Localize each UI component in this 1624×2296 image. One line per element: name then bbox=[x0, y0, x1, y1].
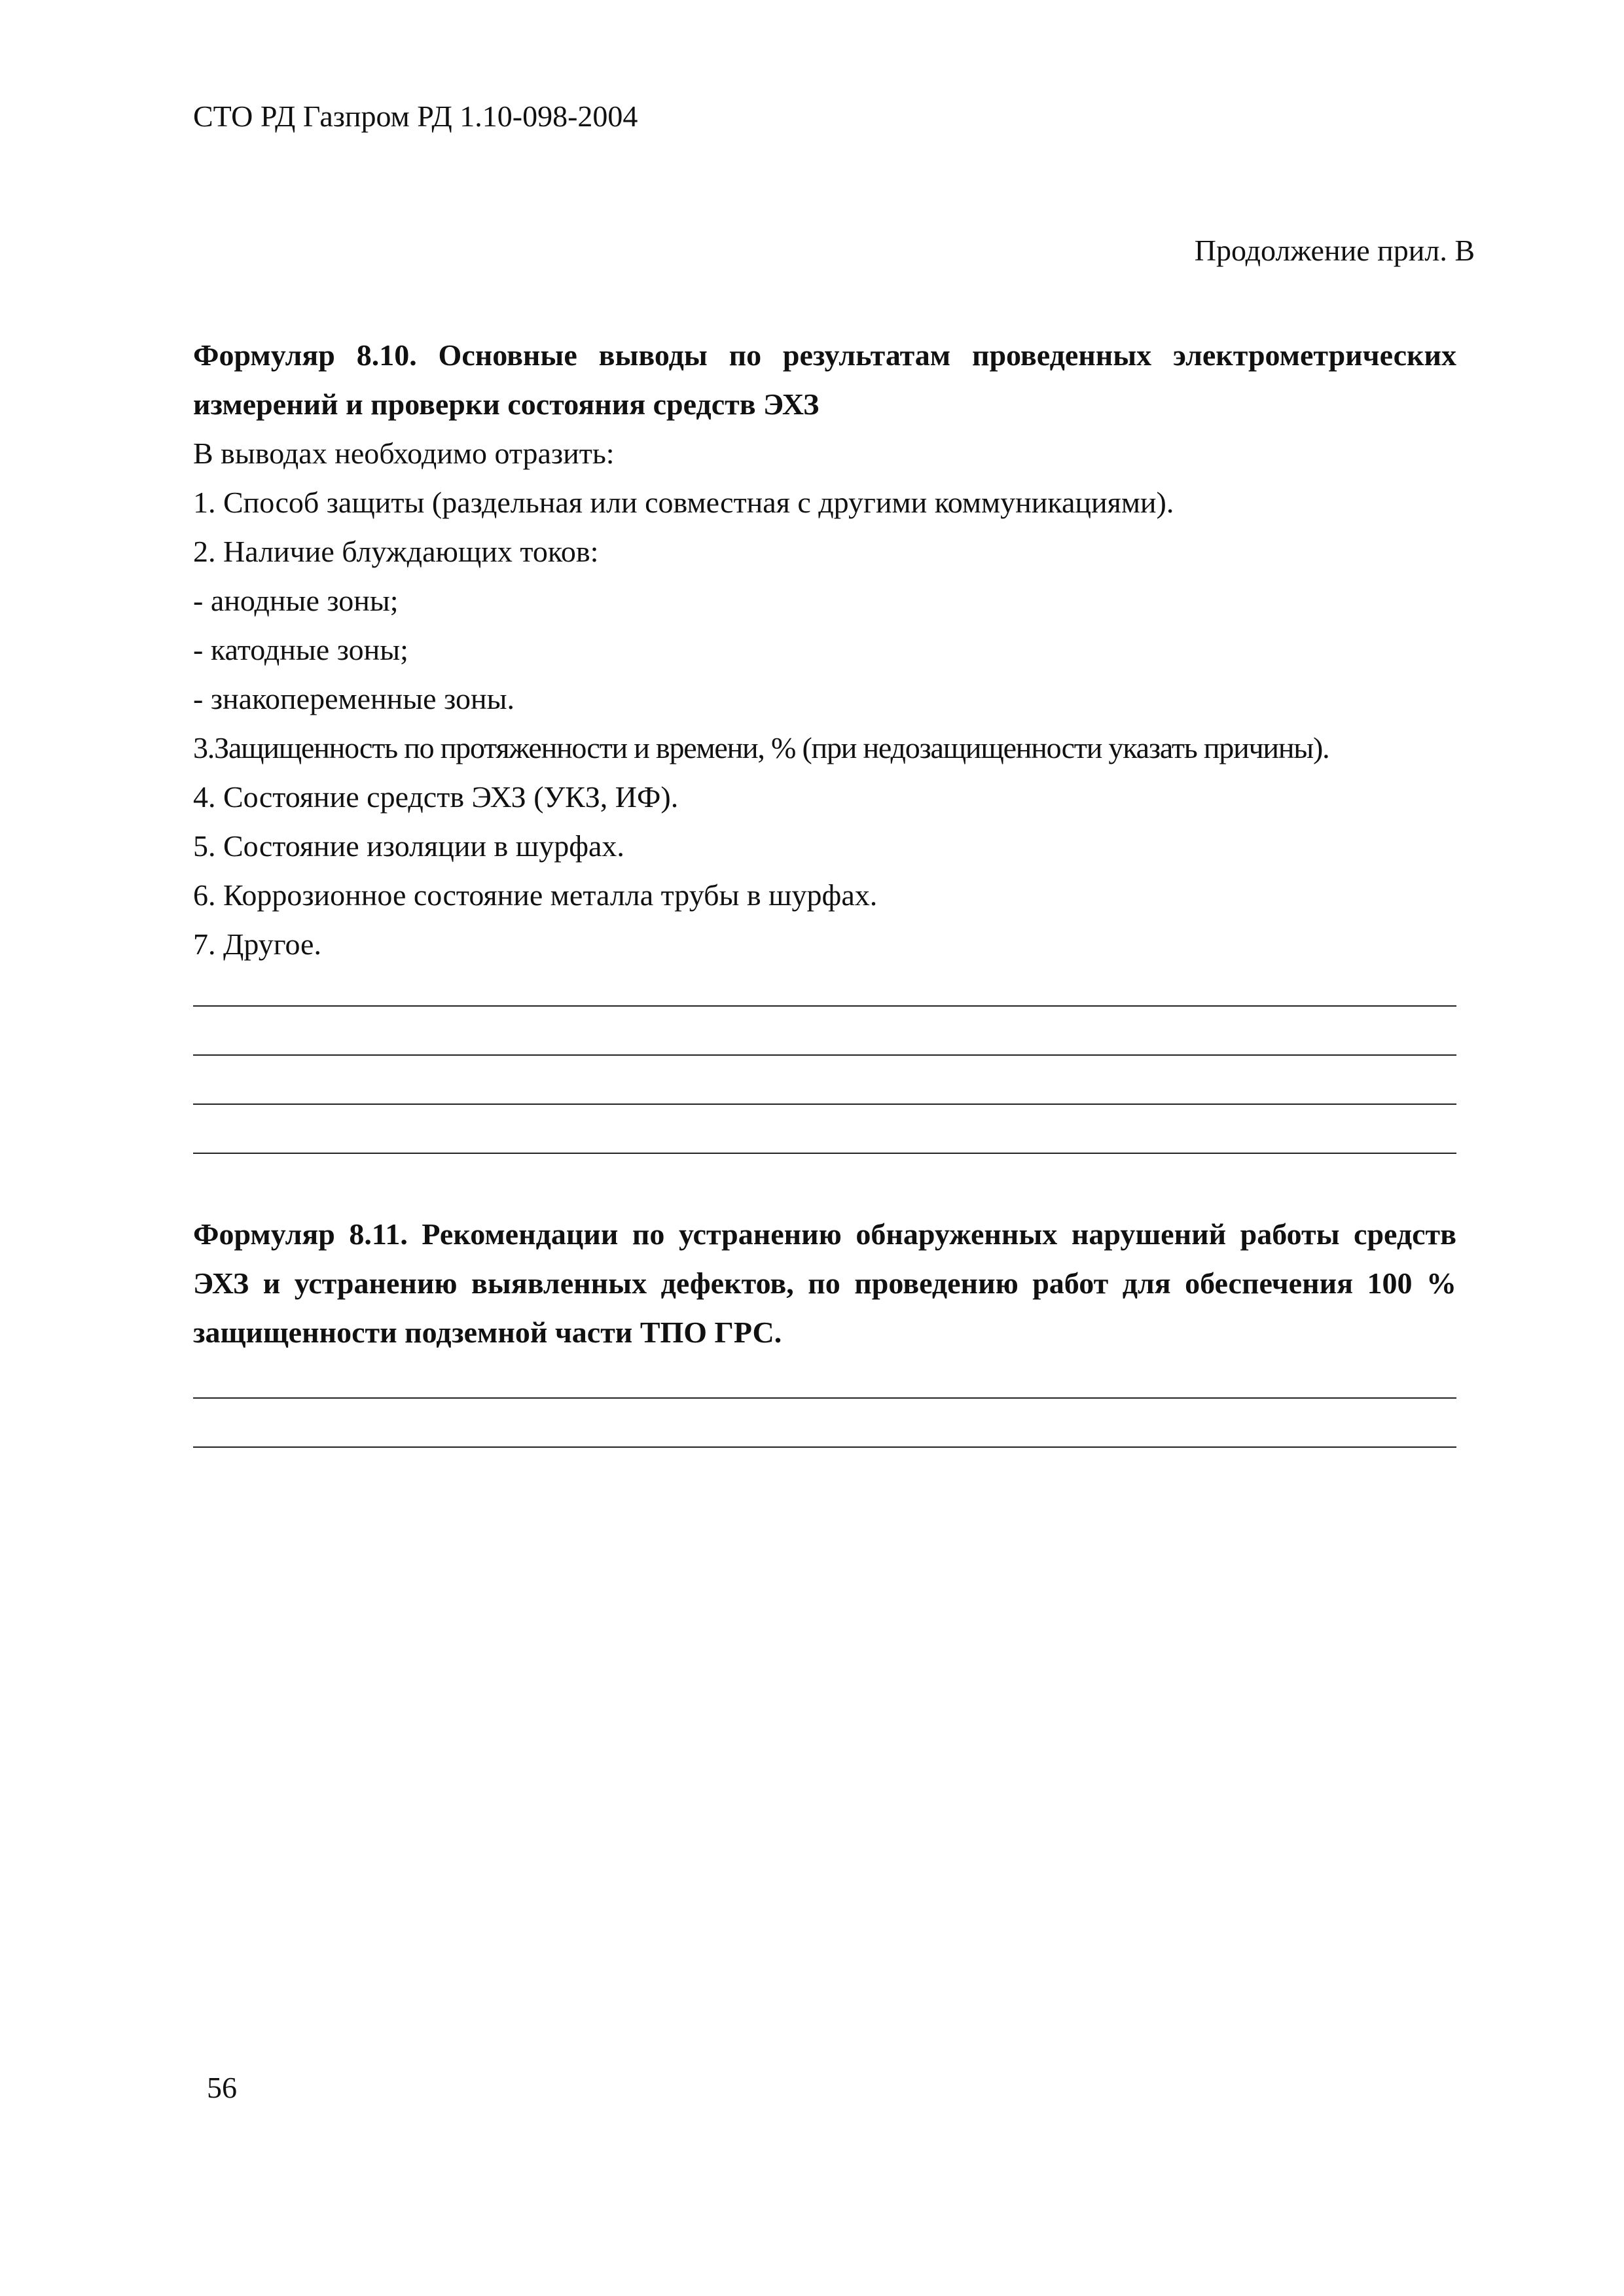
list-item: 1. Способ защиты (раздельная или совместная с другими коммуникациями). bbox=[193, 486, 1174, 519]
list-item: - катодные зоны; bbox=[193, 633, 408, 666]
list-item: 3.Защищенность по протяженности и времени, % (при недозащищенности указать причины). bbox=[193, 731, 1329, 764]
fill-in-line[interactable] bbox=[193, 1054, 1456, 1056]
list-item: 7. Другое. bbox=[193, 927, 321, 961]
list-item: - анодные зоны; bbox=[193, 584, 399, 617]
fill-in-line[interactable] bbox=[193, 1005, 1456, 1007]
list-item: 2. Наличие блуждающих токов: bbox=[193, 535, 599, 568]
form-8-11-title: Формуляр 8.11. Рекомендации по устранению обнаруженных нарушений работы средств ЭХЗ и устранению выявленных дефектов, по проведению работ для обеспечения 100 % защищенности подземной части ТПО ГРС. bbox=[193, 1217, 1456, 1349]
list-item: - знакопеременные зоны. bbox=[193, 682, 514, 715]
fill-in-line[interactable] bbox=[193, 1153, 1456, 1154]
document-code-header: СТО РД Газпром РД 1.10-098-2004 bbox=[193, 99, 638, 133]
list-item: 6. Коррозионное состояние металла трубы в шурфах. bbox=[193, 878, 878, 912]
list-item: 5. Состояние изоляции в шурфах. bbox=[193, 829, 624, 863]
list-item: 4. Состояние средств ЭХЗ (УКЗ, ИФ). bbox=[193, 780, 679, 814]
form-8-10-title: Формуляр 8.10. Основные выводы по результатам проведенных электрометрических измерений и проверки состояния средств ЭХЗ bbox=[193, 338, 1456, 421]
form-8-10-section bbox=[193, 331, 1456, 969]
fill-in-line[interactable] bbox=[193, 1103, 1456, 1105]
page-number: 56 bbox=[207, 2071, 237, 2104]
form-8-11-section bbox=[193, 1210, 1456, 1357]
fill-in-line[interactable] bbox=[193, 1446, 1456, 1448]
appendix-continuation-label: Продолжение прил. В bbox=[1194, 234, 1475, 267]
fill-in-line[interactable] bbox=[193, 1397, 1456, 1399]
form-8-10-intro: В выводах необходимо отразить: bbox=[193, 437, 615, 470]
